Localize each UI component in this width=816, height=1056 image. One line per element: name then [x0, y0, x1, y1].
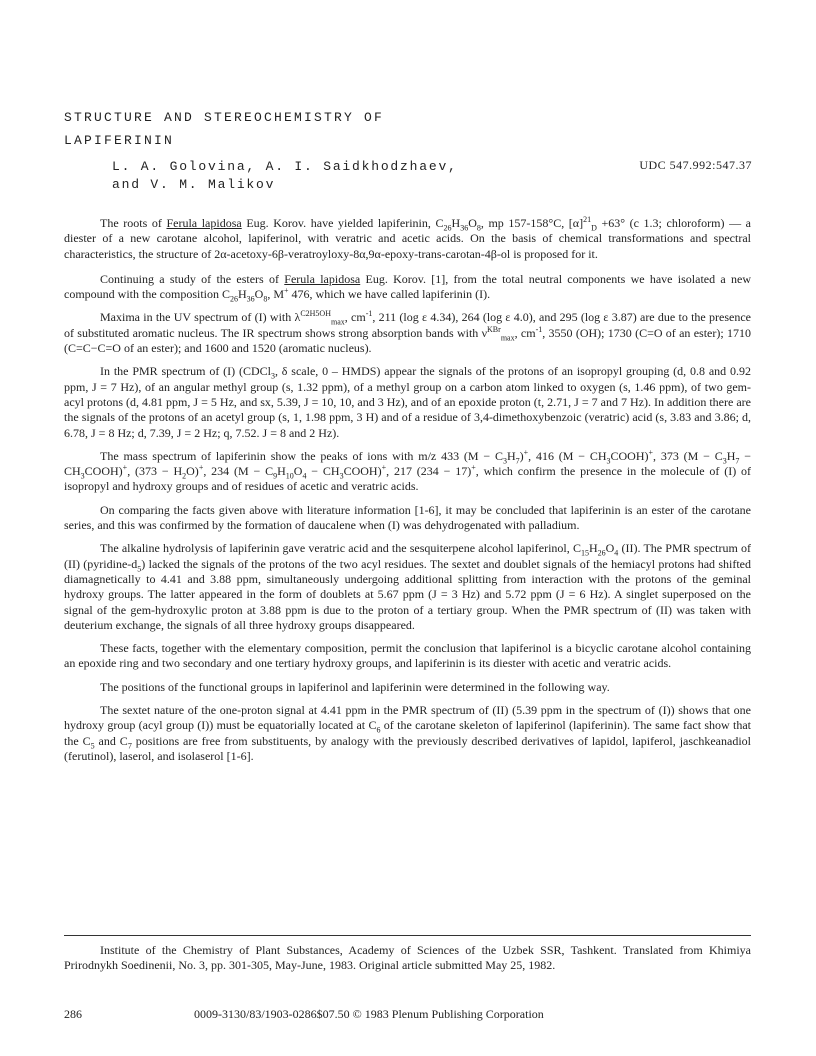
body-paragraph-4: [64, 449, 751, 495]
subscript: D: [591, 223, 597, 233]
text-span: O: [293, 464, 303, 479]
body-paragraph-9: [64, 703, 751, 764]
text-span: Eug. Korov. have yielded lapiferinin, C: [241, 216, 444, 230]
subscript: 36: [246, 294, 255, 304]
subscript: 3: [80, 471, 85, 481]
text-span: positions are free from substituents, by analogy with the previously described derivatives of lapidol, lapiferol, jaschkeanadiol (ferutinol), laserol, and isolaserol [1-6].: [64, 733, 751, 763]
text-span: , mp 157-158°C, [α]: [480, 216, 584, 230]
body-paragraph-7: These facts, together with the elementary composition, permit the conclusion that lapiferinol is a bicyclic carotane alcohol containing an epoxide ring and two secondary and one tertiary hydroxy groups, and lapiferinin is its diester with acetic and veratric acids.: [64, 641, 751, 671]
superscript: 21: [583, 215, 592, 224]
text-span: (II). The PMR spectrum of (II) (pyridine-d: [64, 541, 751, 571]
subscript: 2: [182, 471, 187, 481]
subscript: 26: [443, 223, 452, 233]
body-paragraph-5: On comparing the facts given above with literature information [1-6], it may be concluded that lapiferinin is an ester of the carotane series, and this was confirmed by the formation of daucalene when (I) was dehydrogenated with palladium.: [64, 502, 751, 533]
authors-line-2: and V. M. Malikov: [112, 177, 276, 192]
subscript: 7: [735, 456, 740, 466]
text-span: H: [238, 287, 247, 302]
subscript: 3: [502, 456, 507, 466]
text-span: Continuing a study of the esters of: [100, 271, 285, 286]
text-span: , cm: [514, 325, 536, 340]
text-span: The sextet nature of the one-proton signal at 4.41 ppm in the PMR spectrum of (II) (5.39 ppm in the spectrum of (I)) shows that one hydroxy group (acyl group (I)) must be equatorially located at C: [64, 703, 751, 733]
superscript: +: [523, 447, 529, 457]
text-span: ): [519, 448, 524, 463]
footnote: [64, 943, 751, 974]
text-span: H: [588, 541, 598, 556]
subscript: 6: [376, 725, 381, 735]
copyright-line: 0009-3130/83/1903-0286$07.50 © 1983 Plenum Publishing Corporation: [194, 1007, 544, 1021]
superscript: +: [471, 463, 476, 473]
subscript: 9: [273, 471, 278, 481]
subscript: 7: [515, 456, 520, 466]
page-number: 286: [64, 1007, 82, 1021]
subscript: 4: [614, 548, 619, 558]
superscript: +: [381, 463, 387, 473]
text-span: and C: [94, 733, 128, 748]
text-span: Maxima in the UV spectrum of (I) with λ: [100, 310, 301, 325]
text-span: , 211 (log ε 4.34), 264 (log ε 4.0), and 295 (log ε 3.87) are due to the presence of substituted aromatic nucleus. The IR spectrum shows strong absorption bands with ν: [64, 310, 751, 340]
text-span: COOH): [84, 464, 123, 479]
text-span: H: [277, 464, 286, 479]
text-span: , 416 (M − CH: [528, 448, 607, 463]
text-span: , 3550 (OH); 1730 (C=O of an ester); 1710 (C=C−C=O of an ester); and 1600 and 1520 (aromatic nucleus).: [64, 325, 751, 356]
superscript: +: [198, 463, 204, 473]
text-span: O: [254, 287, 264, 302]
text-span: , 217 (234 − 17): [386, 464, 472, 479]
title-line-2: LAPIFERININ: [64, 133, 175, 148]
text-span: , M: [267, 287, 285, 302]
text-span: O: [468, 216, 477, 230]
species-name: Ferula lapidosa: [166, 216, 242, 230]
text-span: +63° (c 1.3; chloroform) — a diester of a new carotane alcohol, lapiferinol, with veratric and acetic acids. On the basis of chemical transformations and spectral characteristics, the structure of 2α-acetoxy-6β-veratroyloxy-8α,9α-epoxy-trans-carotan-4β-ol is proposed for it.: [64, 216, 751, 261]
footnote-text: Institute of the Chemistry of Plant Substances, Academy of Sciences of the Uzbek SSR, Tashkent. Translated from Khimiya Prirodnykh Soedinenii, No. 3, pp. 301-305, May-June, 1983. Original article submitted May 25, 1982.: [64, 943, 751, 973]
subscript: 15: [580, 548, 589, 558]
subscript: 3: [606, 456, 611, 466]
text-span: 476, which we have called lapiferinin (I).: [288, 287, 491, 302]
text-span: In the PMR spectrum of (I) (CDCl: [100, 364, 271, 379]
subscript: 8: [476, 223, 481, 233]
text-span: H: [451, 216, 461, 230]
text-span: O): [186, 464, 199, 479]
subscript: max: [330, 317, 345, 327]
subscript: 3: [270, 371, 275, 381]
subscript: 5: [90, 741, 95, 750]
text-span: of the carotane skeleton of lapiferinol (lapiferinin). The same fact show that the C: [64, 718, 752, 748]
text-span: H: [726, 448, 736, 463]
subscript: max: [500, 333, 515, 343]
superscript: -1: [365, 309, 373, 319]
text-span: , 373 (M − C: [653, 448, 723, 463]
subscript: 26: [597, 548, 606, 558]
text-span: − CH: [306, 464, 340, 479]
superscript: -1: [535, 324, 543, 334]
text-span: − CH: [64, 448, 751, 479]
text-span: COOH): [610, 448, 649, 463]
text-span: ) lacked the signals of the protons of the two acyl residues. The sextet and doublet signals of the hemiacyl protons had shifted diamagnetically to 4.41 and 3.88 ppm, simultaneously undergoing additional splitting from interaction with the protons of the geminal hydroxy groups. The latter appeared in the form of doublets at 5.67 ppm (J = 3 Hz) and 5.72 ppm (J = 6 Hz). A singlet superposed on the signal of the gem-hydroxylic proton at 3.88 ppm is due to the proton of a tertiary group. When the PMR spectrum of (II) was taken with deuterium exchange, the signals of all three hydroxy groups disappeared.: [64, 556, 751, 632]
superscript: +: [648, 447, 654, 457]
species-name: Ferula lapidosa: [284, 271, 361, 286]
udc-code: UDC 547.992:547.37: [639, 158, 752, 172]
subscript: 4: [302, 471, 307, 481]
body-paragraph-6: [64, 541, 751, 633]
superscript: +: [284, 286, 289, 296]
text-span: H: [506, 448, 516, 463]
subscript: 7: [127, 741, 132, 750]
text-span: , cm: [344, 310, 366, 325]
text-span: , which confirm the presence in the molecule of (I) of isopropyl and hydroxy groups and of residues of acetic and veratric acids.: [64, 464, 752, 494]
author-list: [112, 158, 532, 194]
superscript: KBr: [487, 324, 501, 334]
subscript: 3: [339, 471, 344, 481]
subscript: 10: [285, 471, 294, 481]
body-paragraph-1: [64, 272, 751, 303]
abstract-paragraph: [64, 216, 751, 262]
text-span: , (373 − H: [127, 464, 183, 479]
superscript: C2H5OH: [300, 309, 331, 319]
subscript: 3: [722, 456, 727, 466]
text-span: The roots of: [100, 216, 167, 230]
subscript: 8: [263, 294, 268, 304]
authors-line-1: L. A. Golovina, A. I. Saidkhodzhaev,: [112, 159, 458, 174]
subscript: 36: [460, 223, 469, 233]
text-span: The alkaline hydrolysis of lapiferinin gave veratric acid and the sesquiterpene alcohol lapiferinol, C: [100, 541, 581, 556]
text-span: Eug. Korov. [1], from the total neutral components we have isolated a new compound with the composition C: [64, 271, 751, 302]
text-span: The mass spectrum of lapiferinin show the peaks of ions with m/z 433 (M − C: [100, 448, 503, 463]
superscript: +: [122, 463, 128, 473]
body-paragraph-3: [64, 364, 751, 440]
article-title: [64, 106, 764, 152]
body-paragraph-2: [64, 310, 751, 356]
text-span: O: [605, 541, 615, 556]
footnote-divider: [64, 935, 751, 936]
subscript: 26: [230, 294, 238, 304]
title-line-1: STRUCTURE AND STEREOCHEMISTRY OF: [64, 110, 385, 125]
subscript: 5: [137, 564, 142, 574]
body-paragraph-8: The positions of the functional groups in lapiferinol and lapiferinin were determined in the following way.: [100, 679, 610, 694]
text-span: COOH): [343, 464, 382, 479]
text-span: , 234 (M − C: [203, 464, 274, 479]
article-body: [64, 216, 751, 772]
text-span: , δ scale, 0 – HMDS) appear the signals of the protons of an isopropyl grouping (d, 0.8 and 0.92 ppm, J = 7 Hz), of an angular methyl group (s, 1.32 ppm), of a methyl group on a carbon atom linked to oxygen (s, 1.46 ppm), of two gem-acyl protons (d, 4.81 ppm, J = 5 Hz, and sx, 5.39, J = 10, 10, and 3 Hz), and of an epoxide proton (t, 2.71, J = 7 and 7 Hz). In addition there are the signals of the protons of an acetyl group (s, 1, 1.98 ppm, 3 H) and of a residue of 3,4-dimethoxybenzoic (veratric) acid (s, 3.83 and 3.86; d, 6.78, J = 8 Hz; d, 7.39, J = 2 Hz; q, 7.52. J = 8 and 2 Hz).: [64, 364, 751, 440]
